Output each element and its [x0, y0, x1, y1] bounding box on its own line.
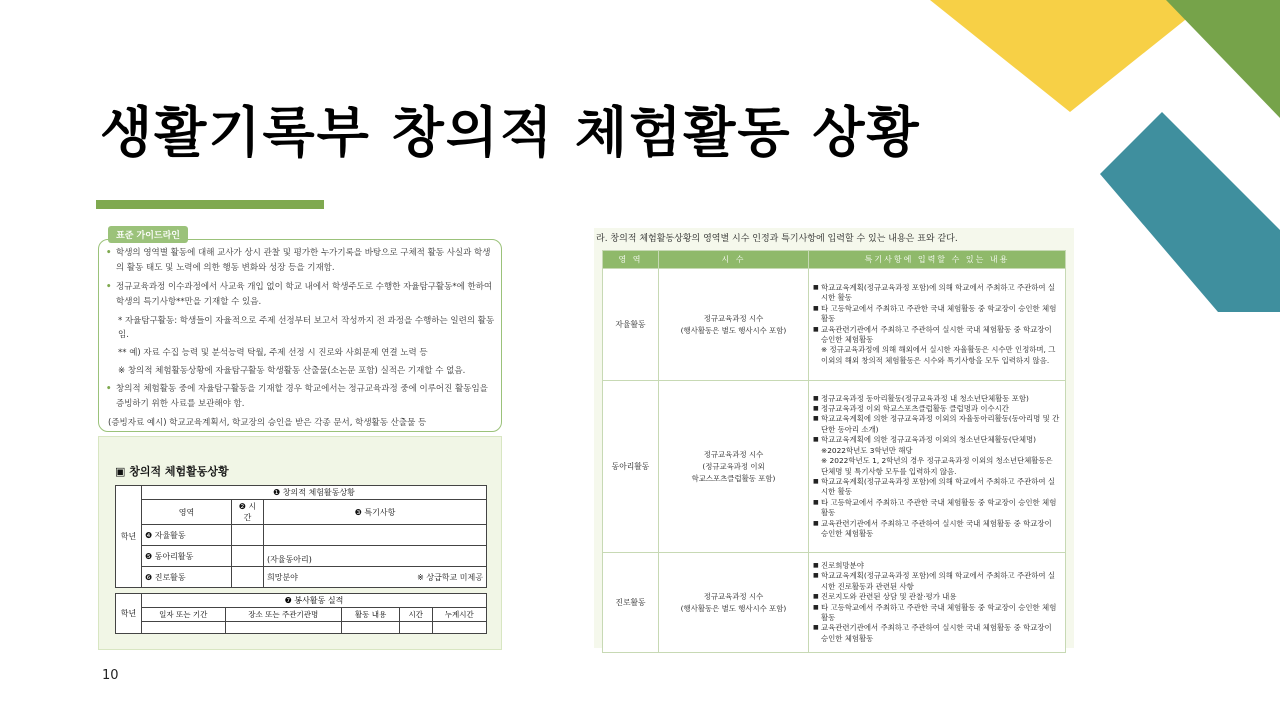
content-item: ■ 학교교육계획(정규교육과정 포함)에 의해 학교에서 주최하고 주관하여 실시한 활동 — [813, 283, 1061, 304]
content-item: ■ 학교교육계획(정규교육과정 포함)에 의해 학교에서 주최하고 주관하여 실시한 진로활동과 관련된 사항 — [813, 571, 1061, 592]
content-item: ■ 타 고등학교에서 주최하고 주관한 국내 체험활동 중 학교장이 승인한 체험활동 — [813, 498, 1061, 519]
header-content: 특기사항에 입력할 수 있는 내용 — [809, 251, 1066, 269]
vol-grade-header: 학년 — [116, 594, 142, 634]
form-title: ▣ 창의적 체험활동상황 — [115, 465, 229, 478]
req-line: (행사활동은 별도 행사시수 포함) — [680, 325, 787, 335]
content-item: ■ 교육관련기관에서 주최하고 주관하여 실시한 국내 체험활동 중 학교장이 승인한 체험활동 — [813, 623, 1061, 644]
area-cell: 자율활동 — [603, 269, 659, 381]
green-triangle-decoration — [1166, 0, 1280, 118]
content-item: ■ 진로희망분야 — [813, 561, 1061, 571]
area-hours-heading: 라. 창의적 체험활동상황의 영역별 시수 인정과 특기사항에 입력할 수 있는 내용은 표와 같다. — [596, 234, 958, 244]
row-career: ❻ 진로활동 — [142, 567, 232, 588]
header-hours: 시 수 — [659, 251, 809, 269]
guideline-content — [106, 246, 498, 431]
vol-total-header: 누계시간 — [432, 608, 486, 622]
row-club: ❺ 동아리활동 — [142, 546, 232, 567]
guideline-evidence: (증빙자료 예시) 학교교육계획서, 학교장의 승인을 받은 각종 문서, 학생활동 산출물 등 — [108, 418, 427, 428]
content-item: ■ 교육관련기관에서 주최하고 주관하여 실시한 국내 체험활동 중 학교장이 승인한 체험활동 — [813, 325, 1061, 346]
header-area: 영 역 — [603, 251, 659, 269]
row-autonomous: ❹ 자율활동 — [142, 525, 232, 546]
col-time: ❷ 시간 — [232, 500, 264, 525]
req-line: 학교스포츠클럽활동 포함) — [691, 473, 776, 483]
content-item: ■ 정규교육과정 이외 학교스포츠클럽활동 클럽명과 이수시간 — [813, 404, 1061, 414]
creative-activity-form — [98, 436, 502, 650]
guideline-bullet: • 학생의 영역별 활동에 대해 교사가 상시 관찰 및 평가한 누가기록을 바탕으로 구체적 활동 사실과 학생의 활동 태도 및 노력에 의한 행동 변화와 성장 등을 기재함. — [106, 246, 498, 275]
career-hope-label: 희망분야 — [267, 572, 298, 582]
content-item: ■ 교육관련기관에서 주최하고 주관하여 실시한 국내 체험활동 중 학교장이 승인한 체험활동 — [813, 519, 1061, 540]
guideline-note: * 자율탐구활동: 학생들이 자율적으로 주제 선정부터 보고서 작성까지 전 과정을 수행하는 일련의 활동임. — [118, 316, 495, 340]
activity-form-table — [115, 485, 487, 588]
content-item: ■ 타 고등학교에서 주최하고 주관한 국내 체험활동 중 학교장이 승인한 체험활동 — [813, 603, 1061, 624]
req-line: 정규교육과정 시수 — [703, 313, 764, 323]
guideline-bullet: • 정규교육과정 이수과정에서 사교육 개입 없이 학교 내에서 학생주도로 수행한 자율탐구활동*에 한하여 학생의 특기사항**만을 기재할 수 있음. — [106, 280, 498, 309]
career-note: ※ 상급학교 미제공 — [417, 572, 483, 582]
vol-time-header: 시간 — [400, 608, 433, 622]
content-item: ■ 정규교육과정 동아리활동(정규교육과정 내 청소년단체활동 포함) — [813, 394, 1061, 404]
page-title: 생활기록부 창의적 체험활동 상황 — [100, 101, 921, 164]
area-hours-table — [602, 250, 1066, 653]
guideline-bullet: • 창의적 체험활동 중에 자율탐구활동을 기재할 경우 학교에서는 정규교육과정 중에 이루어진 활동임을 증빙하기 위한 사료를 보관해야 함. — [106, 382, 498, 411]
club-note: (자율동아리) — [267, 555, 312, 564]
teal-parallelogram-decoration — [1100, 112, 1280, 312]
content-item: ■ 학교교육계획에 의한 정규교육과정 이외의 자율동아리활동(동아리명 및 간단한 동아리 소개) — [813, 414, 1061, 435]
content-note: ※ 2022학년도 1, 2학년의 경우 정규교육과정 이외의 청소년단체활동은 단체명 및 특기사항 모두를 입력하지 않음. — [821, 456, 1053, 476]
guideline-panel — [98, 226, 502, 432]
col-area: 영역 — [142, 500, 232, 525]
title-underline — [96, 200, 324, 209]
req-line: (정규교육과정 이외 — [702, 461, 765, 471]
req-line: 정규교육과정 시수 — [703, 591, 764, 601]
page-number: 10 — [102, 668, 119, 683]
guideline-note: ** 예) 자료 수집 능력 및 분석능력 탁월, 주제 선정 시 진로와 사회문제 연결 노력 등 — [118, 348, 428, 358]
volunteer-header: ❼ 봉사활동 실적 — [142, 594, 487, 608]
req-line: 정규교육과정 시수 — [703, 449, 764, 459]
area-hours-panel — [594, 228, 1074, 648]
content-item: ■ 진로지도와 관련된 상담 및 관찰·평가 내용 — [813, 592, 1061, 602]
volunteer-table — [115, 593, 487, 634]
vol-content-header: 활동 내용 — [342, 608, 400, 622]
content-note: ※ 정규교육과정에 의해 해외에서 실시한 자율활동은 시수만 인정하며, 그 이외의 해외 창의적 체험활동은 시수와 특기사항을 모두 입력하지 않음. — [821, 345, 1056, 365]
req-line: (행사활동은 별도 행사시수 포함) — [680, 603, 787, 613]
area-cell: 동아리활동 — [603, 381, 659, 553]
form-main-header: ❶ 창의적 체험활동상황 — [142, 486, 487, 500]
guideline-tag: 표준 가이드라인 — [108, 226, 188, 243]
vol-date-header: 일자 또는 기간 — [142, 608, 226, 622]
area-cell: 진로활동 — [603, 553, 659, 653]
content-item: ■ 타 고등학교에서 주최하고 주관한 국내 체험활동 중 학교장이 승인한 체험활동 — [813, 304, 1061, 325]
guideline-note: ※ 창의적 체험활동상황에 자율탐구활동 학생활동 산출물(소논문 포함) 실적은 기재할 수 없음. — [118, 366, 466, 376]
grade-header: 학년 — [116, 486, 142, 588]
col-special: ❸ 특기사항 — [264, 500, 487, 525]
content-item: ■ 학교교육계획에 의한 정규교육과정 이외의 청소년단체활동(단체명) ※2022학년도 3학년만 해당 — [813, 435, 1061, 456]
vol-place-header: 장소 또는 주관기관명 — [225, 608, 341, 622]
content-item: ■ 학교교육계획(정규교육과정 포함)에 의해 학교에서 주최하고 주관하여 실시한 활동 — [813, 477, 1061, 498]
